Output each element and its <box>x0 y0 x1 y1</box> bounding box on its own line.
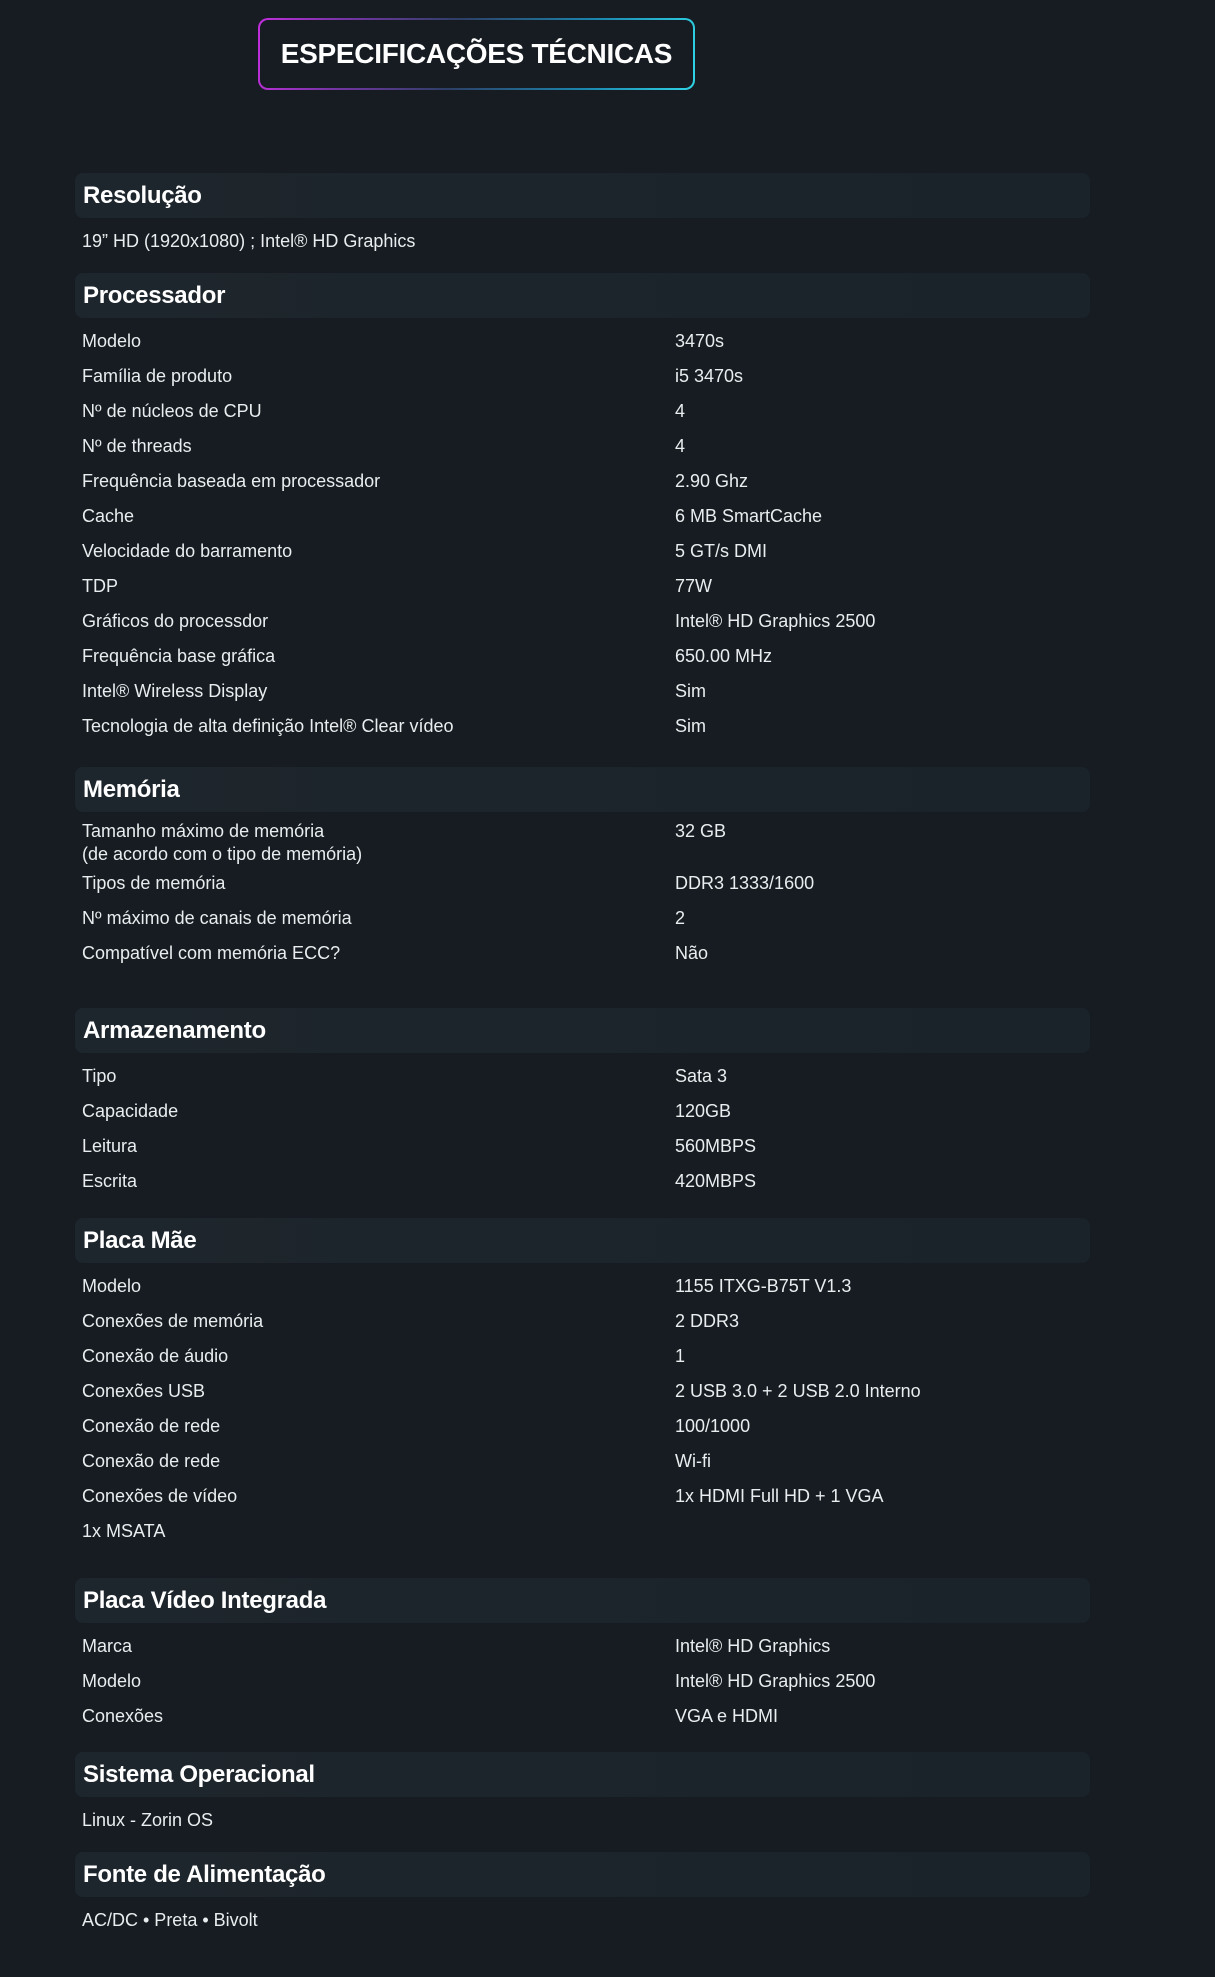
spec-label-line: Modelo <box>82 1276 142 1296</box>
spec-text: 19” HD (1920x1080) ; Intel® HD Graphics <box>82 231 416 251</box>
spec-value: DDR3 1333/1600 <box>675 873 815 893</box>
section-header-bar <box>75 1218 1090 1263</box>
spec-label-line: Conexões USB <box>82 1381 206 1401</box>
section-header-bar <box>75 1752 1090 1797</box>
spec-row <box>75 709 1090 744</box>
spec-label <box>82 942 675 965</box>
spec-label <box>82 470 675 493</box>
spec-label <box>82 610 675 633</box>
spec-label-line: TDP <box>82 576 118 596</box>
spec-label <box>82 1310 675 1333</box>
section-title: Armazenamento <box>83 1016 266 1044</box>
section-header-bar <box>75 767 1090 812</box>
spec-label-line: Tipos de memória <box>82 873 226 893</box>
spec-section <box>75 767 1090 971</box>
spec-label-line: Escrita <box>82 1171 138 1191</box>
spec-label-line: Conexão de rede <box>82 1416 221 1436</box>
spec-row <box>75 1629 1090 1664</box>
section-title: Processador <box>83 281 226 309</box>
title-box <box>258 18 695 90</box>
spec-label-line: Tecnologia de alta definição Intel® Clear vídeo <box>82 716 454 736</box>
section-title: Placa Mãe <box>83 1226 197 1254</box>
spec-row <box>75 604 1090 639</box>
spec-value: 4 <box>675 401 686 421</box>
spec-section <box>75 273 1090 744</box>
spec-row <box>75 1409 1090 1444</box>
section-title: Fonte de Alimentação <box>83 1860 326 1888</box>
spec-value: 32 GB <box>675 821 727 841</box>
spec-value: Wi-fi <box>675 1451 711 1471</box>
spec-row <box>75 639 1090 674</box>
spec-row <box>75 1164 1090 1199</box>
spec-row <box>75 1269 1090 1304</box>
spec-label <box>82 1170 675 1193</box>
spec-label <box>82 1345 675 1368</box>
spec-row <box>75 1479 1090 1514</box>
spec-value: 4 <box>675 436 686 456</box>
section-rows <box>75 812 1090 971</box>
spec-row <box>75 324 1090 359</box>
spec-label <box>82 820 675 866</box>
spec-label <box>82 1705 675 1728</box>
spec-section <box>75 1852 1090 1938</box>
spec-row <box>75 1664 1090 1699</box>
spec-value: 1 <box>675 1346 686 1366</box>
spec-label-line: Intel® Wireless Display <box>82 681 268 701</box>
section-title: Sistema Operacional <box>83 1760 315 1788</box>
spec-label-line: Tipo <box>82 1066 117 1086</box>
spec-row <box>75 1094 1090 1129</box>
spec-row <box>75 1699 1090 1734</box>
spec-value: i5 3470s <box>675 366 744 386</box>
spec-label-line: Conexões de memória <box>82 1311 264 1331</box>
spec-label <box>82 1635 675 1658</box>
spec-text: Linux - Zorin OS <box>82 1810 214 1830</box>
section-rows <box>75 218 1090 259</box>
spec-value: 1x HDMI Full HD + 1 VGA <box>675 1486 884 1506</box>
spec-value: 2 DDR3 <box>675 1311 740 1331</box>
spec-row <box>75 359 1090 394</box>
spec-label-line2: (de acordo com o tipo de memória) <box>82 844 363 864</box>
section-title: Resolução <box>83 181 202 209</box>
spec-value: 6 MB SmartCache <box>675 506 823 526</box>
spec-value: 560MBPS <box>675 1136 757 1156</box>
section-title: Memória <box>83 775 180 803</box>
spec-label <box>82 1485 675 1508</box>
spec-text: AC/DC • Preta • Bivolt <box>82 1910 258 1930</box>
spec-label-line: Compatível com memória ECC? <box>82 943 341 963</box>
section-rows <box>75 1053 1090 1199</box>
spec-section <box>75 1578 1090 1734</box>
spec-label <box>82 1450 675 1473</box>
section-header-bar <box>75 1578 1090 1623</box>
spec-label <box>82 1065 675 1088</box>
spec-label-line: Conexões <box>82 1706 164 1726</box>
spec-label-line: Conexão de áudio <box>82 1346 229 1366</box>
section-header-bar <box>75 1852 1090 1897</box>
spec-value: Sim <box>675 716 706 736</box>
spec-label <box>82 1135 675 1158</box>
spec-row <box>75 901 1090 936</box>
spec-label-line: Conexões de vídeo <box>82 1486 238 1506</box>
spec-label-line: Modelo <box>82 1671 142 1691</box>
spec-label <box>82 330 675 353</box>
spec-row <box>75 1444 1090 1479</box>
spec-label-line: Frequência base gráfica <box>82 646 276 666</box>
spec-row <box>75 499 1090 534</box>
section-header-bar <box>75 173 1090 218</box>
spec-text-row <box>75 1903 1090 1938</box>
section-rows <box>75 318 1090 744</box>
spec-label <box>82 435 675 458</box>
spec-value: Não <box>675 943 709 963</box>
page-title: ESPECIFICAÇÕES TÉCNICAS <box>280 38 673 69</box>
spec-row <box>75 464 1090 499</box>
spec-label <box>82 1670 675 1693</box>
spec-row <box>75 674 1090 709</box>
spec-label-line: Marca <box>82 1636 133 1656</box>
spec-row <box>75 429 1090 464</box>
spec-value: VGA e HDMI <box>675 1706 779 1726</box>
spec-row <box>75 1304 1090 1339</box>
spec-label <box>82 1415 675 1438</box>
spec-content <box>75 173 1090 1938</box>
spec-text-row <box>75 224 1090 259</box>
spec-section <box>75 1218 1090 1549</box>
spec-value: Intel® HD Graphics 2500 <box>675 1671 876 1691</box>
spec-label <box>82 540 675 563</box>
spec-row <box>75 1514 1090 1549</box>
spec-label-line: Gráficos do processdor <box>82 611 269 631</box>
spec-value: 420MBPS <box>675 1171 757 1191</box>
spec-label-line: Família de produto <box>82 366 233 386</box>
spec-value: Intel® HD Graphics <box>675 1636 831 1656</box>
section-rows <box>75 1797 1090 1838</box>
section-header-bar <box>75 1008 1090 1053</box>
spec-label-line: Conexão de rede <box>82 1451 221 1471</box>
spec-label <box>82 1520 675 1543</box>
spec-text-row <box>75 1803 1090 1838</box>
spec-value: 100/1000 <box>675 1416 751 1436</box>
section-title: Placa Vídeo Integrada <box>83 1586 327 1614</box>
section-rows <box>75 1623 1090 1734</box>
spec-value: 2.90 Ghz <box>675 471 749 491</box>
spec-row <box>75 1129 1090 1164</box>
spec-value: 650.00 MHz <box>675 646 773 666</box>
spec-label <box>82 872 675 895</box>
spec-label <box>82 1380 675 1403</box>
spec-label-line: Frequência baseada em processador <box>82 471 381 491</box>
spec-label <box>82 400 675 423</box>
spec-value: Sim <box>675 681 706 701</box>
spec-row <box>75 1059 1090 1094</box>
spec-row <box>75 1339 1090 1374</box>
spec-label-line: Modelo <box>82 331 142 351</box>
spec-value: 2 USB 3.0 + 2 USB 2.0 Interno <box>675 1381 921 1401</box>
spec-value: Sata 3 <box>675 1066 728 1086</box>
spec-label <box>82 505 675 528</box>
spec-label <box>82 715 675 738</box>
spec-value: 120GB <box>675 1101 732 1121</box>
spec-value: 2 <box>675 908 686 928</box>
spec-label-line: Cache <box>82 506 135 526</box>
spec-value: Intel® HD Graphics 2500 <box>675 611 876 631</box>
spec-label-line: Leitura <box>82 1136 138 1156</box>
spec-row <box>75 394 1090 429</box>
spec-value: 5 GT/s DMI <box>675 541 768 561</box>
spec-value: 1155 ITXG-B75T V1.3 <box>675 1276 852 1296</box>
spec-label-line: Nº de núcleos de CPU <box>82 401 262 421</box>
section-header-bar <box>75 273 1090 318</box>
spec-value: 3470s <box>675 331 725 351</box>
section-rows <box>75 1897 1090 1938</box>
spec-label-line: Nº de threads <box>82 436 192 456</box>
spec-row <box>75 866 1090 901</box>
spec-label <box>82 645 675 668</box>
spec-row <box>75 936 1090 971</box>
spec-section <box>75 1008 1090 1199</box>
spec-label <box>82 1100 675 1123</box>
spec-label-line: Velocidade do barramento <box>82 541 293 561</box>
spec-row <box>75 569 1090 604</box>
spec-label <box>82 907 675 930</box>
spec-row <box>75 1374 1090 1409</box>
section-rows <box>75 1263 1090 1549</box>
spec-section <box>75 1752 1090 1838</box>
spec-label-line: Tamanho máximo de memória <box>82 821 325 841</box>
spec-label <box>82 365 675 388</box>
spec-label-line: Nº máximo de canais de memória <box>82 908 352 928</box>
spec-label <box>82 1275 675 1298</box>
spec-section <box>75 173 1090 259</box>
spec-row <box>75 818 1090 866</box>
spec-label <box>82 575 675 598</box>
spec-row <box>75 534 1090 569</box>
spec-value: 77W <box>675 576 713 596</box>
spec-label-line: Capacidade <box>82 1101 179 1121</box>
spec-label <box>82 680 675 703</box>
spec-label-line: 1x MSATA <box>82 1521 166 1541</box>
